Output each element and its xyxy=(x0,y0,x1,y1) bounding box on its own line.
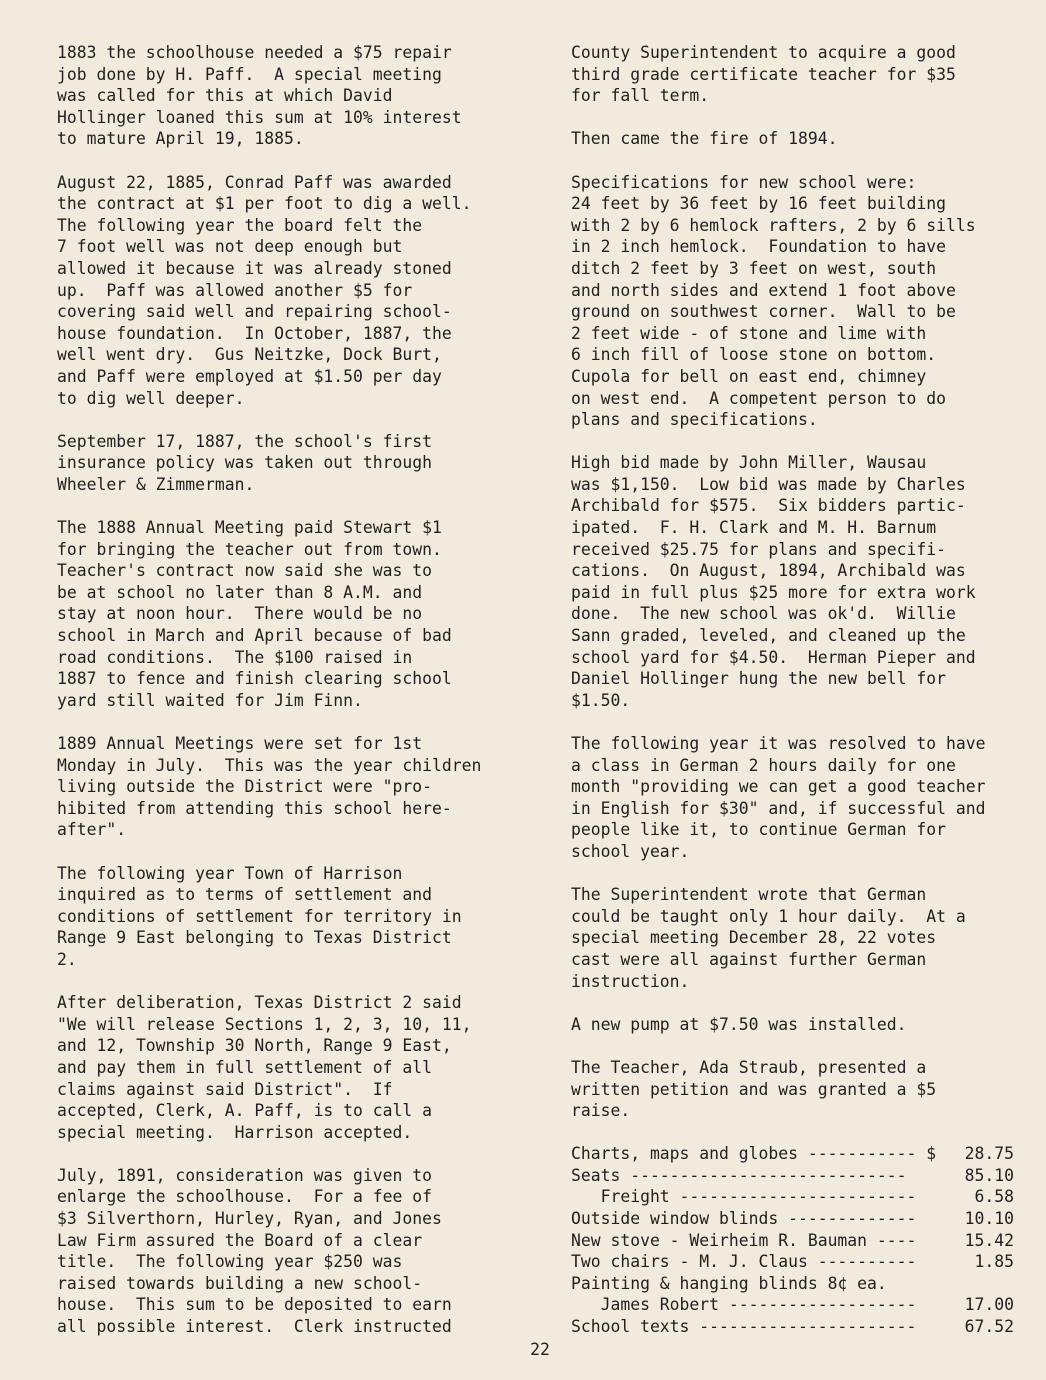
text-line: insurance policy was taken out through xyxy=(57,453,432,473)
text-line: Monday in July. This was the year children xyxy=(57,755,482,775)
expense-amount: 85.10 xyxy=(964,1165,1014,1185)
text-line: and Paff were employed at $1.50 per day xyxy=(57,366,442,386)
expense-row xyxy=(571,1251,1021,1273)
text-line: house foundation. In October, 1887, the xyxy=(57,323,452,343)
text-line: received $25.75 for plans and specifi- xyxy=(571,539,946,559)
text-line: raise. xyxy=(571,1101,631,1121)
text-line: on west end. A competent person to do xyxy=(571,388,946,408)
expense-row xyxy=(571,1230,1021,1252)
right-column-paragraphs xyxy=(571,42,1021,1122)
text-line: hibited from attending this school here- xyxy=(57,798,452,818)
expense-amount: 17.00 xyxy=(964,1295,1014,1315)
paragraph xyxy=(571,1014,1021,1036)
text-line: A new pump at $7.50 was installed. xyxy=(571,1014,907,1034)
text-line: to mature April 19, 1885. xyxy=(57,129,304,149)
text-line: ipated. F. H. Clark and M. H. Barnum xyxy=(571,518,937,538)
text-line: up. Paff was allowed another $5 for xyxy=(57,280,413,300)
expense-amount: 6.58 xyxy=(974,1187,1014,1207)
text-line: ditch 2 feet by 3 feet on west, south xyxy=(571,258,937,278)
expense-item: Seats ---------------------------- xyxy=(571,1165,907,1185)
text-line: and north sides and extend 1 foot above xyxy=(571,280,956,300)
expense-row xyxy=(571,1186,1021,1208)
paragraph xyxy=(57,42,527,150)
text-line: $1.50. xyxy=(571,690,631,710)
text-line: raised towards building a new school- xyxy=(57,1273,423,1293)
text-line: 2 feet wide - of stone and lime with xyxy=(571,323,927,343)
text-line: claims against said District". If xyxy=(57,1079,393,1099)
text-line: to dig well deeper. xyxy=(57,388,245,408)
text-line: cations. On August, 1894, Archibald was xyxy=(571,561,966,581)
text-line: conditions of settlement for territory in xyxy=(57,906,462,926)
expense-item: Painting & hanging blinds 8¢ ea. xyxy=(571,1273,887,1293)
text-line: school in March and April because of bad xyxy=(57,626,452,646)
text-line: The 1888 Annual Meeting paid Stewart $1 xyxy=(57,518,442,538)
expense-amount: 1.85 xyxy=(974,1252,1014,1272)
text-line: road conditions. The $100 raised in xyxy=(57,647,413,667)
text-line: in 2 inch hemlock. Foundation to have xyxy=(571,237,946,257)
text-line: 1883 the schoolhouse needed a $75 repair xyxy=(57,43,452,62)
text-line: for fall term. xyxy=(571,86,710,106)
text-line: Sann graded, leveled, and cleaned up the xyxy=(571,626,966,646)
text-line: The following year the board felt the xyxy=(57,215,423,235)
text-line: ground on southwest corner. Wall to be xyxy=(571,302,956,322)
expense-item: Charts, maps and globes ----------- $ xyxy=(571,1144,937,1164)
text-line: accepted, Clerk, A. Paff, is to call a xyxy=(57,1101,432,1121)
expense-row xyxy=(571,1316,1021,1338)
text-line: $3 Silverthorn, Hurley, Ryan, and Jones xyxy=(57,1209,442,1229)
expense-amount: 15.42 xyxy=(964,1230,1014,1250)
text-line: Teacher's contract now said she was to xyxy=(57,561,432,581)
text-line: Cupola for bell on east end, chimney xyxy=(571,366,927,386)
text-line: allowed it because it was already stoned xyxy=(57,258,452,278)
page-number: 22 xyxy=(530,1340,550,1359)
text-line: and 12, Township 30 North, Range 9 East, xyxy=(57,1036,452,1056)
text-line: special meeting. Harrison accepted. xyxy=(57,1122,413,1142)
text-line: July, 1891, consideration was given to xyxy=(57,1165,432,1185)
text-line: 7 foot well was not deep enough but xyxy=(57,237,403,257)
left-column xyxy=(57,42,527,1359)
text-line: 2. xyxy=(57,949,77,969)
text-line: month "providing we can get a good teacher xyxy=(571,777,986,797)
paragraph xyxy=(57,431,527,496)
paragraph xyxy=(57,863,527,971)
text-line: was $1,150. Low bid was made by Charles xyxy=(571,474,966,494)
expense-row xyxy=(571,1208,1021,1230)
text-line: school yard for $4.50. Herman Pieper and xyxy=(571,647,976,667)
text-line: covering said well and repairing school- xyxy=(57,302,452,322)
paragraph xyxy=(57,992,527,1143)
expense-item: Two chairs - M. J. Claus ---------- xyxy=(571,1252,917,1272)
paragraph xyxy=(57,1165,527,1338)
expense-item: Freight ------------------------ xyxy=(571,1187,917,1207)
expense-row xyxy=(571,1165,1021,1187)
expense-item: James Robert ------------------- xyxy=(571,1295,917,1315)
right-column xyxy=(571,42,1021,1338)
text-line: High bid made by John Miller, Wausau xyxy=(571,453,927,473)
text-line: a class in German 2 hours daily for one xyxy=(571,755,956,775)
text-line: The Superintendent wrote that German xyxy=(571,885,927,905)
paragraph xyxy=(571,1057,1021,1122)
text-line: could be taught only 1 hour daily. At a xyxy=(571,906,966,926)
text-line: 24 feet by 36 feet by 16 feet building xyxy=(571,194,946,214)
text-line: third grade certificate teacher for $35 xyxy=(571,64,956,84)
expense-row xyxy=(571,1143,1021,1165)
text-line: Archibald for $575. Six bidders partic- xyxy=(571,496,966,516)
expense-item: Outside window blinds ------------- xyxy=(571,1209,917,1229)
text-line: The Teacher, Ada Straub, presented a xyxy=(571,1057,927,1077)
text-line: inquired as to terms of settlement and xyxy=(57,885,432,905)
text-line: "We will release Sections 1, 2, 3, 10, 11, xyxy=(57,1014,472,1034)
expense-amount: 67.52 xyxy=(964,1317,1014,1337)
paragraph xyxy=(571,42,1021,107)
text-line: stay at noon hour. There would be no xyxy=(57,604,423,624)
paragraph xyxy=(571,128,1021,150)
text-line: all possible interest. Clerk instructed xyxy=(57,1317,452,1337)
text-line: job done by H. Paff. A special meeting xyxy=(57,64,442,84)
text-line: Specifications for new school were: xyxy=(571,172,917,192)
paragraph xyxy=(57,172,527,410)
text-line: County Superintendent to acquire a good xyxy=(571,43,956,62)
text-line: school year. xyxy=(571,841,690,861)
expense-amount: 10.10 xyxy=(964,1209,1014,1229)
text-line: with 2 by 6 hemlock rafters, 2 by 6 sills xyxy=(571,215,976,235)
text-line: Hollinger loaned this sum at 10% interest xyxy=(57,107,462,127)
text-line: instruction. xyxy=(571,971,690,991)
text-line: yard still waited for Jim Finn. xyxy=(57,690,363,710)
text-line: be at school no later than 8 A.M. and xyxy=(57,582,423,602)
text-line: 6 inch fill of loose stone on bottom. xyxy=(571,345,937,365)
expense-amount: 28.75 xyxy=(964,1144,1014,1164)
text-line: plans and specifications. xyxy=(571,410,818,430)
text-line: The following year Town of Harrison xyxy=(57,863,403,883)
expense-item: School texts ---------------------- xyxy=(571,1317,917,1337)
expense-item: New stove - Weirheim R. Bauman ---- xyxy=(571,1230,917,1250)
text-line: cast were all against further German xyxy=(571,949,927,969)
paragraph xyxy=(571,452,1021,711)
text-line: and pay them in full settlement of all xyxy=(57,1057,432,1077)
text-line: written petition and was granted a $5 xyxy=(571,1079,937,1099)
text-line: 1889 Annual Meetings were set for 1st xyxy=(57,734,423,753)
text-line: after". xyxy=(57,820,127,840)
paragraph xyxy=(571,733,1021,863)
text-line: done. The new school was ok'd. Willie xyxy=(571,604,956,624)
text-line: Law Firm assured the Board of a clear xyxy=(57,1230,423,1250)
text-line: The following year it was resolved to have xyxy=(571,734,986,753)
text-line: for bringing the teacher out from town. xyxy=(57,539,442,559)
text-line: in English for $30" and, if successful and xyxy=(571,798,986,818)
expense-row xyxy=(571,1273,1021,1295)
text-line: Wheeler & Zimmerman. xyxy=(57,474,255,494)
text-line: 1887 to fence and finish clearing school xyxy=(57,669,452,689)
text-line: Then came the fire of 1894. xyxy=(571,129,838,149)
text-line: Daniel Hollinger hung the new bell for xyxy=(571,669,946,689)
text-line: living outside the District were "pro- xyxy=(57,777,432,797)
text-line: people like it, to continue German for xyxy=(571,820,946,840)
text-line: was called for this at which David xyxy=(57,86,393,106)
text-line: August 22, 1885, Conrad Paff was awarded xyxy=(57,172,452,192)
text-line: the contract at $1 per foot to dig a well. xyxy=(57,194,472,214)
text-line: special meeting December 28, 22 votes xyxy=(571,928,937,948)
paragraph xyxy=(57,733,527,841)
text-line: paid in full plus $25 more for extra work xyxy=(571,582,976,602)
paragraph xyxy=(57,517,527,711)
text-line: well went dry. Gus Neitzke, Dock Burt, xyxy=(57,345,442,365)
text-line: After deliberation, Texas District 2 said xyxy=(57,993,462,1013)
text-line: title. The following year $250 was xyxy=(57,1252,403,1272)
text-line: Range 9 East belonging to Texas District xyxy=(57,928,452,948)
paragraph xyxy=(571,884,1021,992)
paragraph xyxy=(571,172,1021,431)
text-line: enlarge the schoolhouse. For a fee of xyxy=(57,1187,432,1207)
text-line: house. This sum to be deposited to earn xyxy=(57,1295,452,1315)
expense-list xyxy=(571,1143,1021,1337)
text-line: September 17, 1887, the school's first xyxy=(57,431,432,451)
expense-row xyxy=(571,1294,1021,1316)
